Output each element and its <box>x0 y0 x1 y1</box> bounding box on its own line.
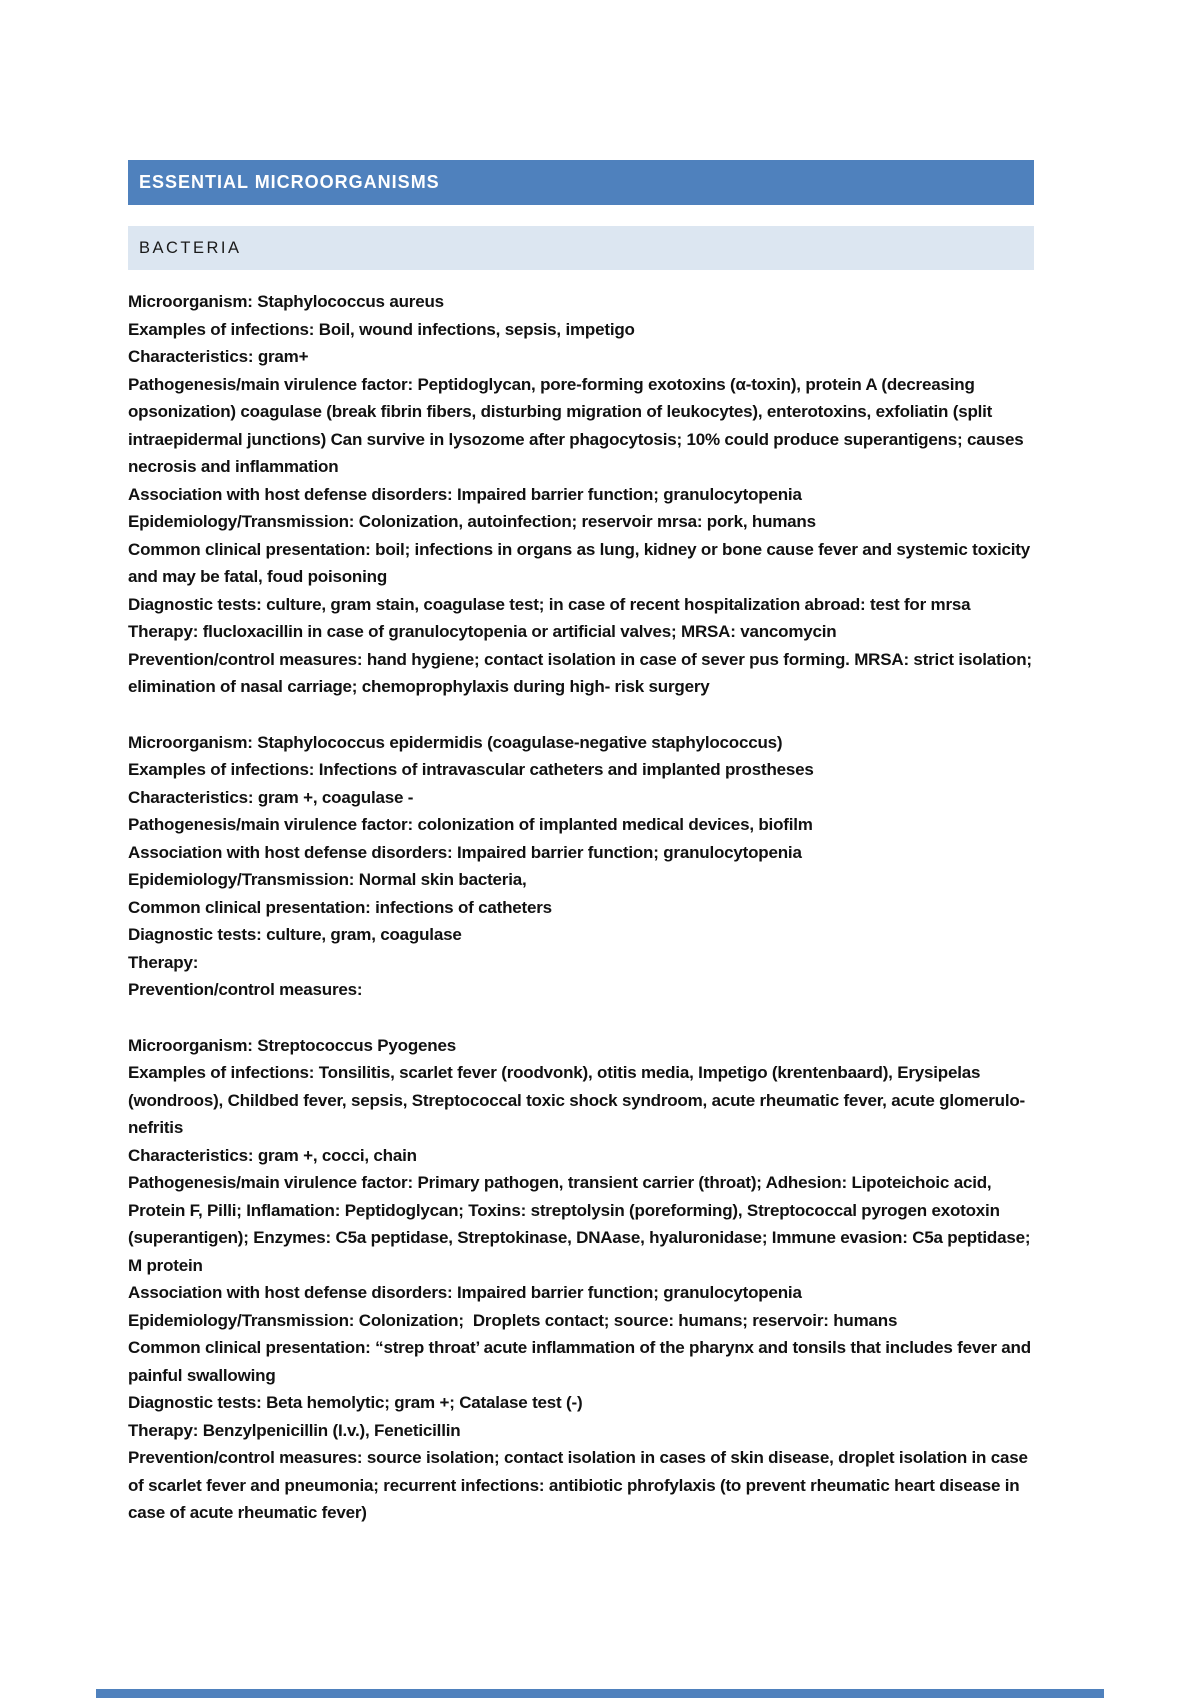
field-line: Microorganism: Staphylococcus aureus <box>128 292 444 311</box>
field-line: Characteristics: gram +, cocci, chain <box>128 1145 417 1165</box>
field-line: Prevention/control measures: hand hygiene; contact isolation in case of sever pus forming. MRSA: strict isolation; elimination of nasal carriage; chemoprophylaxis during high- risk surgery <box>128 649 1037 696</box>
field-line: Microorganism: Staphylococcus epidermidis (coagulase-negative staphylococcus) <box>128 732 783 752</box>
field-line: Examples of infections: Tonsilitis, scarlet fever (roodvonk), otitis media, Impetigo (krentenbaard), Erysipelas (wondroos), Childbed fever, sepsis, Streptococcal toxic shock syndroom, acute rheumatic fever, acute glomerulo-nefritis <box>128 1063 1025 1137</box>
field-line: Epidemiology/Transmission: Normal skin bacteria, <box>128 870 527 889</box>
field-line: Epidemiology/Transmission: Colonization, autoinfection; reservoir mrsa: pork, humans <box>128 512 816 531</box>
field-line: Therapy: flucloxacillin in case of granulocytopenia or artificial valves; MRSA: vancomycin <box>128 622 837 641</box>
field-line: Common clinical presentation: infections of catheters <box>128 897 552 917</box>
field-line: Therapy: Benzylpenicillin (I.v.), Feneticillin <box>128 1420 461 1440</box>
field-line: Epidemiology/Transmission: Colonization; Droplets contact; source: humans; reservoir: humans <box>128 1310 898 1330</box>
field-line: Pathogenesis/main virulence factor: Peptidoglycan, pore-forming exotoxins (α-toxin), protein A (decreasing opsonization) coagulase (break fibrin fibers, disturbing migration of leukocytes), enterotoxins, exfoliatin (split intraepidermal junctions) Can survive in lysozome after phagocytosis; 10% could produce superantigens; causes necrosis and inflammation <box>128 374 1029 476</box>
section-header-bar <box>128 160 1034 205</box>
field-line: Diagnostic tests: Beta hemolytic; gram +; Catalase test (-) <box>128 1393 583 1412</box>
subsection-title: BACTERIA <box>139 238 242 257</box>
field-line: Association with host defense disorders: Impaired barrier function; granulocytopenia <box>128 842 802 862</box>
field-line: Pathogenesis/main virulence factor: Primary pathogen, transient carrier (throat); Adhesion: Lipoteichoic acid, Protein F, Pilli; Inflamation: Peptidoglycan; Toxins: streptolysin (poreforming), Streptococcal pyrogen exotoxin (superantigen); Enzymes: C5a peptidase, Streptokinase, DNAase, hyaluronidase; Immune evasion: C5a peptidase; M protein <box>128 1173 1035 1275</box>
document-content <box>128 160 1037 1555</box>
field-line: Diagnostic tests: culture, gram stain, coagulase test; in case of recent hospitalization abroad: test for mrsa <box>128 594 971 614</box>
field-line: Characteristics: gram +, coagulase - <box>128 787 414 807</box>
field-line: Therapy: <box>128 952 199 972</box>
microorganism-section-strep-pyogenes <box>128 1032 1034 1527</box>
field-line: Microorganism: Streptococcus Pyogenes <box>128 1035 456 1055</box>
field-line: Prevention/control measures: <box>128 980 363 999</box>
microorganism-section-staph-aureus <box>128 288 1037 701</box>
field-line: Examples of infections: Boil, wound infections, sepsis, impetigo <box>128 319 635 339</box>
field-line: Association with host defense disorders: Impaired barrier function; granulocytopenia <box>128 1283 802 1302</box>
field-line: Examples of infections: Infections of intravascular catheters and implanted prostheses <box>128 760 814 779</box>
field-line: Prevention/control measures: source isolation; contact isolation in cases of skin disease, droplet isolation in case of scarlet fever and pneumonia; recurrent infections: antibiotic phrofylaxis (to prevent rheumatic heart disease in case of acute rheumatic fever) <box>128 1448 1033 1522</box>
field-line: Characteristics: gram+ <box>128 347 309 366</box>
next-page-header-strip <box>96 1689 1104 1698</box>
field-line: Common clinical presentation: “strep throat’ acute inflammation of the pharynx and tonsils that includes fever and painful swallowing <box>128 1338 1036 1385</box>
document-body <box>128 288 1037 1527</box>
field-line: Diagnostic tests: culture, gram, coagulase <box>128 925 462 944</box>
page-title: ESSENTIAL MICROORGANISMS <box>139 172 440 192</box>
field-line: Pathogenesis/main virulence factor: colonization of implanted medical devices, biofilm <box>128 815 813 834</box>
field-line: Association with host defense disorders: Impaired barrier function; granulocytopenia <box>128 484 802 504</box>
microorganism-section-staph-epidermidis <box>128 729 1034 1004</box>
subsection-header-bar <box>128 226 1034 270</box>
field-line: Common clinical presentation: boil; infections in organs as lung, kidney or bone cause fever and systemic toxicity and may be fatal, foud poisoning <box>128 539 1035 586</box>
